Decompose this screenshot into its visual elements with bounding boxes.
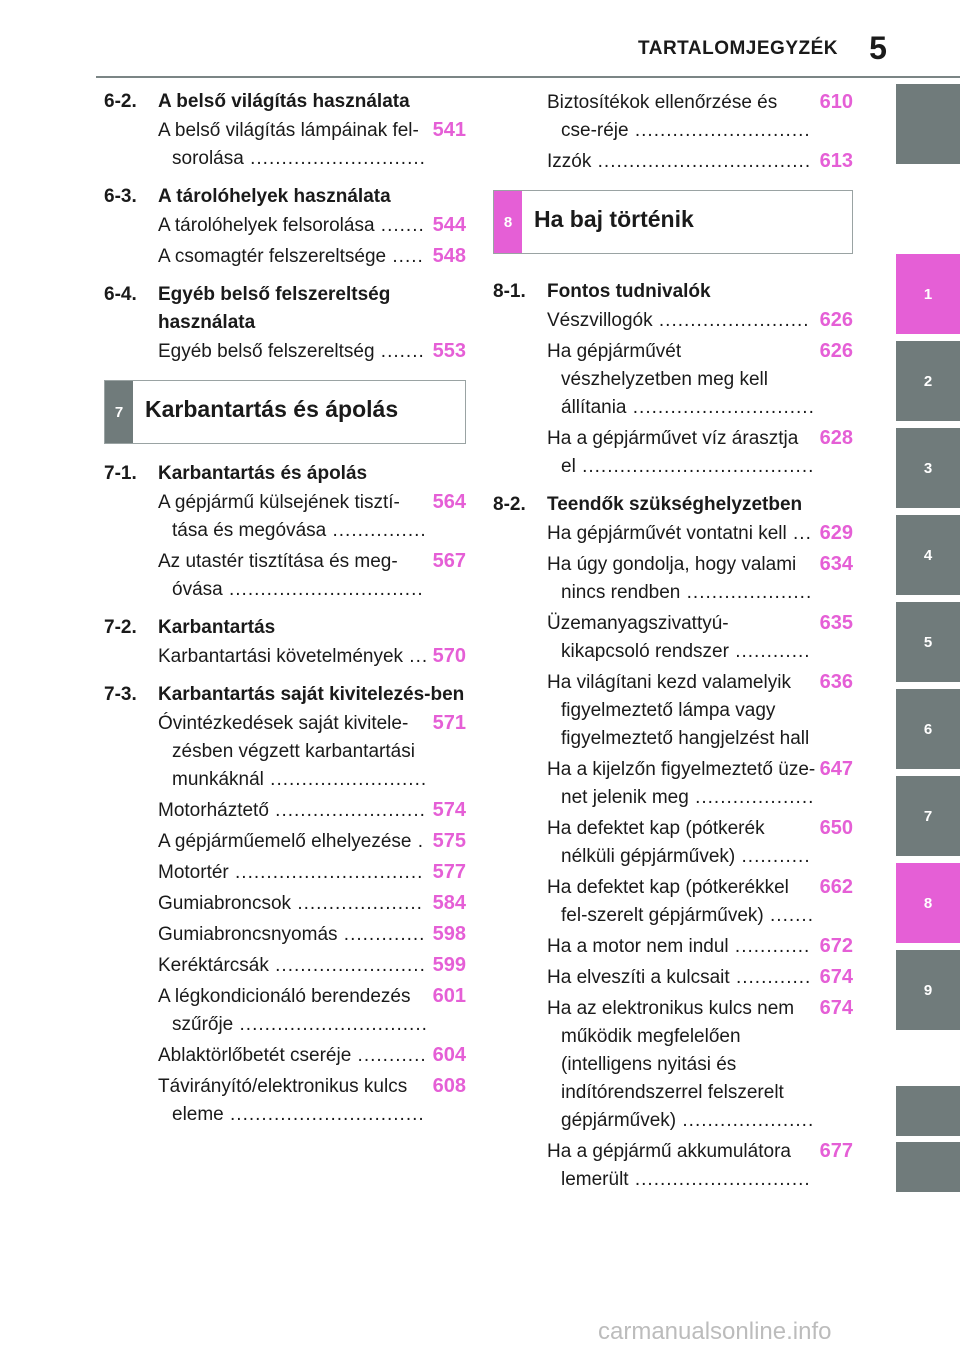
toc-page-link[interactable]: 634 bbox=[819, 553, 853, 575]
toc-page-link[interactable]: 613 bbox=[819, 150, 853, 172]
toc-page-link[interactable]: 548 bbox=[432, 245, 466, 267]
toc-entry[interactable] bbox=[158, 242, 466, 271]
toc-entry-text: Az utastér tisztítása és meg-óvása ............................... bbox=[158, 551, 424, 600]
toc-right-column bbox=[493, 88, 853, 1196]
toc-page-link[interactable]: 635 bbox=[819, 612, 853, 634]
toc-page-link[interactable]: 629 bbox=[819, 522, 853, 544]
toc-page-link[interactable]: 571 bbox=[432, 712, 466, 734]
leader-dots: ............................ bbox=[243, 148, 426, 169]
toc-page-link[interactable]: 601 bbox=[432, 985, 466, 1007]
leader-dots: ............................... bbox=[222, 579, 424, 600]
toc-entry-text: Ablaktörlőbetét cseréje ........... bbox=[158, 1045, 427, 1066]
section-heading bbox=[104, 88, 466, 116]
toc-entry-text: Biztosítékok ellenőrzése és cse-réje ............................ bbox=[547, 92, 811, 141]
toc-entry-text: Üzemanyagszivattyú-kikapcsoló rendszer ............ bbox=[547, 613, 811, 662]
chapter-tab-7[interactable]: 7 bbox=[896, 776, 960, 856]
leader-dots: ................... bbox=[688, 787, 815, 808]
toc-entry-text: Ha defektet kap (pótkerékkel fel-szerelt gépjárművek) ....... bbox=[547, 877, 814, 926]
toc-entry[interactable] bbox=[547, 550, 853, 607]
section-heading bbox=[104, 281, 466, 337]
chapter-7-box[interactable] bbox=[104, 380, 466, 444]
toc-entry-text: A csomagtér felszereltsége ..... bbox=[158, 246, 424, 267]
toc-page-link[interactable]: 608 bbox=[432, 1075, 466, 1097]
toc-entry-text: Keréktárcsák ........................ bbox=[158, 955, 426, 976]
toc-page-link[interactable]: 604 bbox=[432, 1044, 466, 1066]
section-title: Karbantartás bbox=[158, 617, 276, 638]
toc-entry[interactable] bbox=[158, 827, 466, 856]
toc-page-link[interactable]: 650 bbox=[819, 817, 853, 839]
leader-dots: ............ bbox=[728, 641, 811, 662]
toc-page-link[interactable]: 598 bbox=[432, 923, 466, 945]
leader-dots: .................... bbox=[291, 893, 423, 914]
leader-dots: ........................ bbox=[268, 955, 426, 976]
leader-dots: ............ bbox=[728, 936, 811, 957]
leader-dots: ....... bbox=[374, 215, 425, 236]
toc-page-link[interactable]: 567 bbox=[432, 550, 466, 572]
toc-page-link[interactable]: 677 bbox=[819, 1140, 853, 1162]
section-title: Egyéb belső felszereltség használata bbox=[158, 284, 391, 333]
toc-page-link[interactable]: 599 bbox=[432, 954, 466, 976]
toc-entry[interactable] bbox=[158, 116, 466, 173]
section-title: Karbantartás és ápolás bbox=[158, 463, 368, 484]
toc-entry-text: Távirányító/elektronikus kulcs eleme ............................... bbox=[158, 1076, 425, 1125]
toc-entry[interactable] bbox=[158, 920, 466, 949]
toc-entry[interactable] bbox=[158, 547, 466, 604]
leader-dots: ....... bbox=[763, 905, 814, 926]
page-number: 5 bbox=[869, 30, 887, 66]
leader-dots: ..................... bbox=[676, 1110, 815, 1131]
toc-entry[interactable] bbox=[158, 642, 466, 671]
chapter-tab-4[interactable]: 4 bbox=[896, 515, 960, 595]
toc-entry-text: Ha úgy gondolja, hogy valami nincs rendben .................... bbox=[547, 554, 813, 603]
leader-dots: ............................ bbox=[628, 120, 811, 141]
toc-entry[interactable] bbox=[158, 488, 466, 545]
toc-entry[interactable] bbox=[547, 994, 853, 1135]
toc-page-link[interactable]: 541 bbox=[432, 119, 466, 141]
leader-dots: ............ bbox=[729, 967, 812, 988]
leader-dots: ..................................... bbox=[575, 456, 815, 477]
toc-page-link[interactable]: 672 bbox=[819, 935, 853, 957]
toc-entry[interactable] bbox=[158, 1041, 466, 1070]
toc-entry-text: Ha a gépjárművet víz árasztja el ..................................... bbox=[547, 428, 815, 477]
leader-dots: ......................... bbox=[263, 769, 428, 790]
toc-page-link[interactable]: 575 bbox=[432, 830, 466, 852]
toc-page-link[interactable]: 647 bbox=[819, 758, 853, 780]
toc-page-link[interactable]: 626 bbox=[819, 340, 853, 362]
toc-entry[interactable] bbox=[158, 709, 466, 794]
section-title: A tárolóhelyek használata bbox=[158, 186, 391, 207]
section-number: 8-1. bbox=[493, 281, 526, 302]
leader-dots: ........... bbox=[351, 1045, 427, 1066]
toc-entry-text: Óvintézkedések saját kivitele-zésben végzett karbantartási munkáknál ......................... bbox=[158, 713, 428, 790]
toc-page-link[interactable]: 674 bbox=[819, 966, 853, 988]
toc-entry[interactable] bbox=[547, 873, 853, 930]
chapter-tab-blank-b[interactable] bbox=[896, 1142, 960, 1192]
chapter-number: 7 bbox=[105, 381, 133, 443]
section-heading bbox=[493, 491, 853, 519]
leader-dots: ............. bbox=[337, 924, 426, 945]
toc-entry[interactable] bbox=[158, 951, 466, 980]
leader-dots: ... bbox=[403, 646, 429, 667]
toc-entry-text: Vészvillogók ........................ bbox=[547, 310, 810, 331]
toc-entry[interactable] bbox=[158, 337, 466, 366]
leader-dots: ........... bbox=[735, 846, 811, 867]
leader-dots: ....... bbox=[374, 341, 425, 362]
header-divider bbox=[96, 76, 960, 78]
toc-page-link[interactable]: 570 bbox=[432, 645, 466, 667]
toc-entry[interactable] bbox=[547, 609, 853, 666]
toc-page-link[interactable]: 662 bbox=[819, 876, 853, 898]
toc-entry-text: A gépjárműemelő elhelyezése . bbox=[158, 831, 425, 852]
toc-entry-text: A tárolóhelyek felsorolása ....... bbox=[158, 215, 425, 236]
toc-entry-text: Karbantartási követelmények ... bbox=[158, 646, 429, 667]
chapter-title: Ha baj történik bbox=[534, 205, 694, 232]
leader-dots: ... bbox=[786, 523, 812, 544]
chapter-tab-6[interactable]: 6 bbox=[896, 689, 960, 769]
leader-dots: . bbox=[411, 831, 425, 852]
section-title: Fontos tudnivalók bbox=[547, 281, 711, 302]
leader-dots: .................................. bbox=[591, 151, 812, 172]
toc-entry-text: Egyéb belső felszereltség ....... bbox=[158, 341, 425, 362]
toc-entry[interactable] bbox=[547, 306, 853, 335]
toc-entry-text: Ha világítani kezd valamelyik figyelmeztető lámpa vagy figyelmeztető hangjelzést hall bbox=[547, 672, 810, 749]
chapter-tab-3[interactable]: 3 bbox=[896, 428, 960, 508]
toc-page-link[interactable]: 553 bbox=[432, 340, 466, 362]
section-number: 7-2. bbox=[104, 617, 137, 638]
section-number: 7-3. bbox=[104, 684, 137, 705]
section-title: Teendők szükséghelyzetben bbox=[547, 494, 803, 515]
leader-dots: .................... bbox=[680, 582, 813, 603]
leader-dots: .............................. bbox=[233, 1014, 428, 1035]
section-heading bbox=[104, 183, 466, 211]
toc-entry[interactable] bbox=[547, 1137, 853, 1194]
toc-entry-text: Gumiabroncsok .................... bbox=[158, 893, 423, 914]
toc-entry-text: Gumiabroncsnyomás ............. bbox=[158, 924, 426, 945]
chapter-tab-2[interactable]: 2 bbox=[896, 341, 960, 421]
toc-page-link[interactable]: 628 bbox=[819, 427, 853, 449]
toc-entry[interactable] bbox=[547, 519, 853, 548]
toc-entry[interactable] bbox=[158, 889, 466, 918]
chapter-tab-5[interactable]: 5 bbox=[896, 602, 960, 682]
toc-entry[interactable] bbox=[547, 932, 853, 961]
toc-entry-text: A gépjármű külsejének tisztí-tása és megóvása ............... bbox=[158, 492, 427, 541]
leader-dots: ............................ bbox=[628, 1169, 811, 1190]
toc-page-link[interactable]: 577 bbox=[432, 861, 466, 883]
section-heading bbox=[104, 681, 466, 709]
toc-entry-text: Ha gépjárművét vészhelyzetben meg kell állítania ............................. bbox=[547, 341, 815, 418]
section-number: 7-1. bbox=[104, 463, 137, 484]
leader-dots: ............... bbox=[326, 520, 427, 541]
leader-dots: ..... bbox=[386, 246, 424, 267]
toc-page-link[interactable]: 574 bbox=[432, 799, 466, 821]
toc-entry-text: Ha elveszíti a kulcsait ............ bbox=[547, 967, 812, 988]
toc-entry-text: Ha a kijelzőn figyelmeztető üze-net jelenik meg ................... bbox=[547, 759, 816, 808]
header-title: TARTALOMJEGYZÉK bbox=[638, 38, 838, 59]
toc-entry[interactable] bbox=[158, 1072, 466, 1129]
toc-left-column bbox=[104, 88, 466, 1131]
section-heading bbox=[104, 460, 466, 488]
toc-entry[interactable] bbox=[158, 858, 466, 887]
section-title: A belső világítás használata bbox=[158, 91, 410, 112]
chapter-tab-blank-a[interactable] bbox=[896, 1086, 960, 1136]
toc-entry-text: Ha a motor nem indul ............ bbox=[547, 936, 811, 957]
toc-entry[interactable] bbox=[158, 982, 466, 1039]
toc-entry[interactable] bbox=[547, 88, 853, 145]
chapter-tab-1[interactable]: 1 bbox=[896, 254, 960, 334]
section-heading bbox=[493, 278, 853, 306]
chapter-tab-blank-top[interactable] bbox=[896, 84, 960, 164]
toc-entry-text: A légkondicionáló berendezés szűrője .............................. bbox=[158, 986, 428, 1035]
toc-page-link[interactable]: 674 bbox=[819, 997, 853, 1019]
leader-dots: ............................... bbox=[223, 1104, 425, 1125]
section-number: 6-4. bbox=[104, 284, 137, 305]
toc-entry[interactable] bbox=[547, 668, 853, 753]
toc-entry-text: Izzók .................................. bbox=[547, 151, 812, 172]
leader-dots: ........................ bbox=[268, 800, 426, 821]
toc-entry[interactable] bbox=[547, 424, 853, 481]
toc-entry[interactable] bbox=[547, 755, 853, 812]
section-number: 6-3. bbox=[104, 186, 137, 207]
section-number: 8-2. bbox=[493, 494, 526, 515]
toc-page-link[interactable]: 584 bbox=[432, 892, 466, 914]
leader-dots: .............................. bbox=[228, 862, 424, 883]
watermark-text: carmanualsonline.info bbox=[598, 1318, 832, 1345]
toc-entry-text: Motorháztető ........................ bbox=[158, 800, 426, 821]
toc-entry[interactable] bbox=[158, 211, 466, 240]
toc-entry-text: Motortér .............................. bbox=[158, 862, 424, 883]
chapter-tab-9[interactable]: 9 bbox=[896, 950, 960, 1030]
toc-entry-text: A belső világítás lámpáinak fel-sorolása ............................ bbox=[158, 120, 426, 169]
chapter-title: Karbantartás és ápolás bbox=[145, 395, 399, 422]
toc-entry[interactable] bbox=[547, 147, 853, 176]
leader-dots: ........................ bbox=[652, 310, 810, 331]
toc-page-link[interactable]: 636 bbox=[819, 671, 853, 693]
chapter-tab-8[interactable]: 8 bbox=[896, 863, 960, 943]
toc-page-link[interactable]: 544 bbox=[432, 214, 466, 236]
toc-entry-text: Ha gépjárművét vontatni kell ... bbox=[547, 523, 812, 544]
toc-entry[interactable] bbox=[547, 963, 853, 992]
toc-entry[interactable] bbox=[158, 796, 466, 825]
section-heading bbox=[104, 614, 466, 642]
chapter-number: 8 bbox=[494, 191, 522, 253]
section-number: 6-2. bbox=[104, 91, 137, 112]
toc-entry[interactable] bbox=[547, 814, 853, 871]
toc-entry[interactable] bbox=[547, 337, 853, 422]
toc-entry-text: Ha defektet kap (pótkerék nélküli gépjárművek) ........... bbox=[547, 818, 811, 867]
chapter-8-box[interactable] bbox=[493, 190, 853, 254]
toc-page-link[interactable]: 626 bbox=[819, 309, 853, 331]
toc-page-link[interactable]: 564 bbox=[432, 491, 466, 513]
toc-page-link[interactable]: 610 bbox=[819, 91, 853, 113]
section-title: Karbantartás saját kivitelezés-ben bbox=[158, 684, 465, 705]
leader-dots: ............................. bbox=[626, 397, 815, 418]
toc-entry-text: Ha az elektronikus kulcs nem működik megfelelően (intelligens nyitási és indítórendszerrel felszerelt gépjárművek) ..................... bbox=[547, 998, 815, 1131]
toc-entry-text: Ha a gépjármű akkumulátora lemerült ............................ bbox=[547, 1141, 811, 1190]
